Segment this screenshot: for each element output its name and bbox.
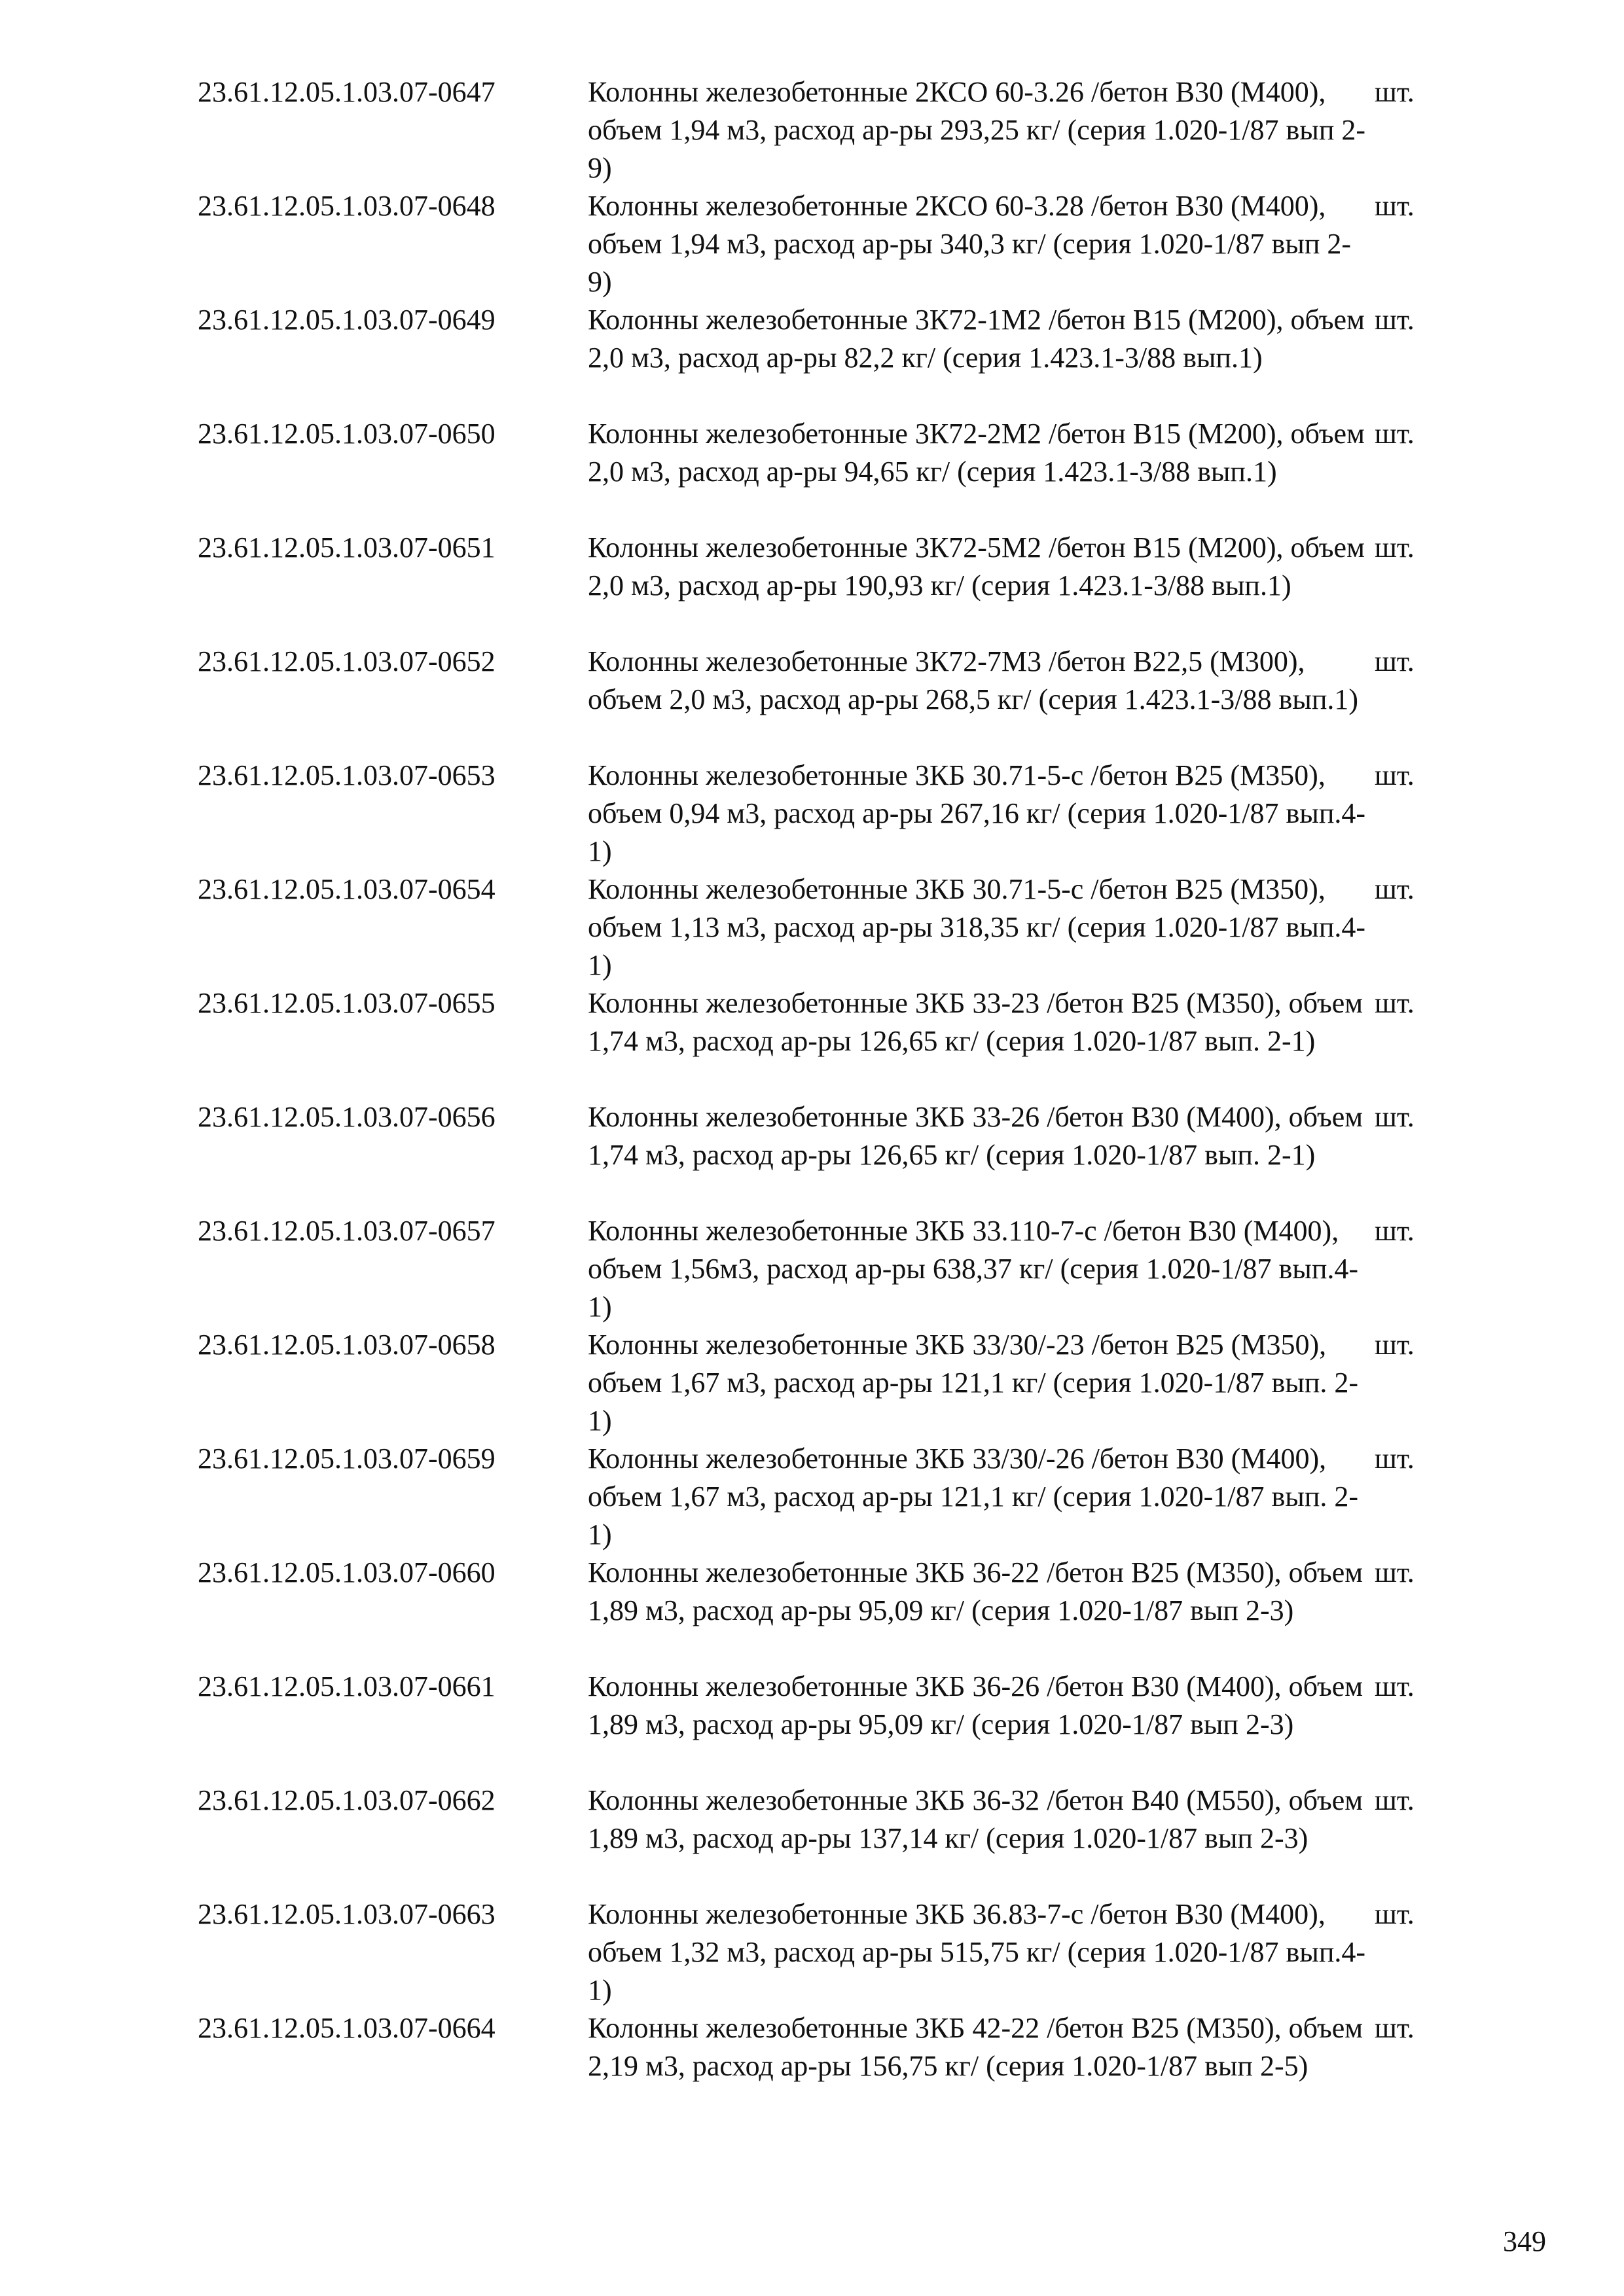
item-code: 23.61.12.05.1.03.07-0653 xyxy=(198,759,496,791)
item-description: Колонны железобетонные 2КСО 60-3.28 /бетон B30 (М400), объем 1,94 м3, расход ар-ры 340,3 кг/ (серия 1.020-1/87 вып 2-9) xyxy=(588,190,1352,298)
list-item xyxy=(198,870,1441,984)
list-item xyxy=(198,1326,1441,1440)
item-code: 23.61.12.05.1.03.07-0662 xyxy=(198,1784,496,1816)
list-item xyxy=(198,643,1441,757)
item-unit: шт. xyxy=(1375,759,1415,791)
list-item xyxy=(198,187,1441,301)
item-description: Колонны железобетонные 3КБ 33.110-7-с /бетон B30 (М400), объем 1,56м3, расход ар-ры 638,37 кг/ (серия 1.020-1/87 вып.4-1) xyxy=(588,1215,1359,1323)
item-description: Колонны железобетонные 3К72-5М2 /бетон B15 (М200), объем 2,0 м3, расход ар-ры 190,93 кг/ (серия 1.423.1-3/88 вып.1) xyxy=(588,531,1365,601)
item-code: 23.61.12.05.1.03.07-0654 xyxy=(198,873,496,905)
item-description: Колонны железобетонные 3К72-1М2 /бетон B15 (М200), объем 2,0 м3, расход ар-ры 82,2 кг/ (серия 1.423.1-3/88 вып.1) xyxy=(588,304,1365,374)
list-item xyxy=(198,1440,1441,1554)
item-code: 23.61.12.05.1.03.07-0660 xyxy=(198,1556,496,1588)
item-unit: шт. xyxy=(1375,1784,1415,1816)
list-item xyxy=(198,415,1441,529)
item-unit: шт. xyxy=(1375,2012,1415,2044)
item-unit: шт. xyxy=(1375,190,1415,222)
item-unit: шт. xyxy=(1375,645,1415,677)
item-description: Колонны железобетонные 3КБ 36-26 /бетон B30 (М400), объем 1,89 м3, расход ар-ры 95,09 кг/ (серия 1.020-1/87 вып 2-3) xyxy=(588,1670,1363,1740)
item-code: 23.61.12.05.1.03.07-0658 xyxy=(198,1329,496,1361)
item-code: 23.61.12.05.1.03.07-0652 xyxy=(198,645,496,677)
item-code: 23.61.12.05.1.03.07-0663 xyxy=(198,1898,496,1930)
item-code: 23.61.12.05.1.03.07-0656 xyxy=(198,1101,496,1133)
list-item xyxy=(198,757,1441,870)
item-code: 23.61.12.05.1.03.07-0650 xyxy=(198,418,496,450)
item-code: 23.61.12.05.1.03.07-0659 xyxy=(198,1443,496,1475)
item-description: Колонны железобетонные 3КБ 33/30/-26 /бетон B30 (М400), объем 1,67 м3, расход ар-ры 121,1 кг/ (серия 1.020-1/87 вып. 2-1) xyxy=(588,1443,1359,1551)
item-unit: шт. xyxy=(1375,1101,1415,1133)
item-code: 23.61.12.05.1.03.07-0649 xyxy=(198,304,496,336)
item-unit: шт. xyxy=(1375,1329,1415,1361)
item-unit: шт. xyxy=(1375,987,1415,1019)
item-code: 23.61.12.05.1.03.07-0664 xyxy=(198,2012,496,2044)
list-item xyxy=(198,984,1441,1098)
item-unit: шт. xyxy=(1375,304,1415,336)
item-description: Колонны железобетонные 2КСО 60-3.26 /бетон B30 (М400), объем 1,94 м3, расход ар-ры 293,25 кг/ (серия 1.020-1/87 вып 2-9) xyxy=(588,76,1366,184)
item-description: Колонны железобетонные 3КБ 42-22 /бетон B25 (М350), объем 2,19 м3, расход ар-ры 156,75 кг/ (серия 1.020-1/87 вып 2-5) xyxy=(588,2012,1363,2082)
item-code: 23.61.12.05.1.03.07-0657 xyxy=(198,1215,496,1247)
item-unit: шт. xyxy=(1375,76,1415,108)
list-item xyxy=(198,1782,1441,1895)
list-item xyxy=(198,1668,1441,1782)
item-code: 23.61.12.05.1.03.07-0661 xyxy=(198,1670,496,1702)
item-unit: шт. xyxy=(1375,531,1415,564)
item-description: Колонны железобетонные 3К72-7М3 /бетон B22,5 (М300), объем 2,0 м3, расход ар-ры 268,5 кг/ (серия 1.423.1-3/88 вып.1) xyxy=(588,645,1359,715)
item-description: Колонны железобетонные 3КБ 33/30/-23 /бетон B25 (М350), объем 1,67 м3, расход ар-ры 121,1 кг/ (серия 1.020-1/87 вып. 2-1) xyxy=(588,1329,1359,1437)
item-code: 23.61.12.05.1.03.07-0648 xyxy=(198,190,496,222)
item-unit: шт. xyxy=(1375,1443,1415,1475)
item-description: Колонны железобетонные 3КБ 36-22 /бетон B25 (М350), объем 1,89 м3, расход ар-ры 95,09 кг/ (серия 1.020-1/87 вып 2-3) xyxy=(588,1556,1363,1626)
list-item xyxy=(198,1554,1441,1668)
list-item xyxy=(198,529,1441,643)
item-description: Колонны железобетонные 3КБ 33-23 /бетон B25 (М350), объем 1,74 м3, расход ар-ры 126,65 кг/ (серия 1.020-1/87 вып. 2-1) xyxy=(588,987,1363,1057)
item-unit: шт. xyxy=(1375,1670,1415,1702)
item-description: Колонны железобетонные 3КБ 33-26 /бетон B30 (М400), объем 1,74 м3, расход ар-ры 126,65 кг/ (серия 1.020-1/87 вып. 2-1) xyxy=(588,1101,1363,1171)
list-item xyxy=(198,1212,1441,1326)
item-code: 23.61.12.05.1.03.07-0655 xyxy=(198,987,496,1019)
item-description: Колонны железобетонные 3КБ 36-32 /бетон B40 (М550), объем 1,89 м3, расход ар-ры 137,14 кг/ (серия 1.020-1/87 вып 2-3) xyxy=(588,1784,1363,1854)
item-unit: шт. xyxy=(1375,1556,1415,1588)
item-code: 23.61.12.05.1.03.07-0647 xyxy=(198,76,496,108)
item-description: Колонны железобетонные 3КБ 30.71-5-с /бетон B25 (М350), объем 0,94 м3, расход ар-ры 267,16 кг/ (серия 1.020-1/87 вып.4-1) xyxy=(588,759,1366,867)
item-description: Колонны железобетонные 3КБ 30.71-5-с /бетон B25 (М350), объем 1,13 м3, расход ар-ры 318,35 кг/ (серия 1.020-1/87 вып.4-1) xyxy=(588,873,1366,981)
item-unit: шт. xyxy=(1375,1898,1415,1930)
list-item xyxy=(198,1895,1441,2009)
list-item xyxy=(198,73,1441,187)
item-unit: шт. xyxy=(1375,873,1415,905)
list-item xyxy=(198,301,1441,415)
price-list-entries xyxy=(198,73,1441,2123)
item-unit: шт. xyxy=(1375,1215,1415,1247)
list-item xyxy=(198,1098,1441,1212)
item-description: Колонны железобетонные 3К72-2М2 /бетон B15 (М200), объем 2,0 м3, расход ар-ры 94,65 кг/ (серия 1.423.1-3/88 вып.1) xyxy=(588,418,1365,488)
item-description: Колонны железобетонные 3КБ 36.83-7-с /бетон B30 (М400), объем 1,32 м3, расход ар-ры 515,75 кг/ (серия 1.020-1/87 вып.4-1) xyxy=(588,1898,1366,2006)
item-code: 23.61.12.05.1.03.07-0651 xyxy=(198,531,496,564)
page-number: 349 xyxy=(1503,2225,1546,2257)
item-unit: шт. xyxy=(1375,418,1415,450)
list-item xyxy=(198,2009,1441,2123)
